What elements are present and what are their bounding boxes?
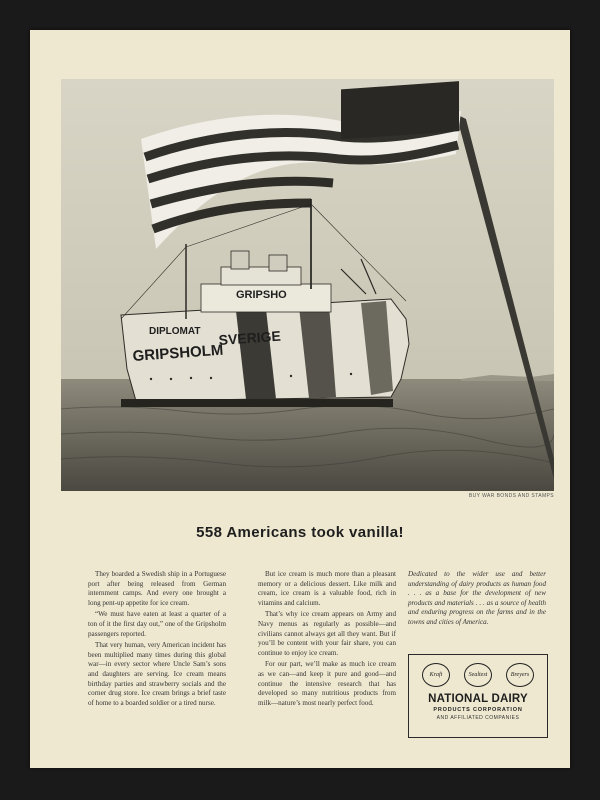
ship-photo	[61, 79, 554, 491]
company-subtitle: PRODUCTS CORPORATION	[433, 707, 523, 713]
paragraph: But ice cream is much more than a pleasant memory or a delicious dessert. Like milk and cream, ice cream is a valuable food, rich in vitamins and calcium.	[258, 570, 396, 607]
paragraph: That’s why ice cream appears on Army and Navy menus as regularly as possible—and civilians cannot always get all they want. But if you’ll be content with your fair share, you can continue to enjoy ice cream.	[258, 610, 396, 657]
paragraph: “We must have eaten at least a quarter of a ton of it the first day out,” one of the Gripsholm passengers reported.	[88, 610, 226, 638]
paragraph: That very human, very American incident has been multiplied many times during this global war—in every sector where Uncle Sam’s sons and daughters are serving. Ice cream means birthday parties and strawberry socials and the corner drug store. Ice cream brings a brief taste of home to a boarded soldier or a tired nurse.	[88, 641, 226, 707]
gripsholm-ship-illustration	[61, 79, 554, 491]
body-column-2	[258, 570, 396, 710]
company-name: NATIONAL DAIRY	[428, 693, 528, 705]
national-dairy-logo	[408, 654, 548, 738]
ship-country-label: SVERIGE	[218, 327, 282, 348]
brand-seals	[409, 663, 547, 687]
body-column-1	[88, 570, 226, 710]
ship-name-top: GRIPSHO	[236, 289, 287, 301]
advertisement-page	[30, 30, 570, 768]
dedication-text: Dedicated to the wider use and better understanding of dairy products as human food . . . as a base for the development of new products and materials . . . as a source of health and enduring progress on the farms and in the towns and cities of America.	[408, 570, 546, 626]
breyers-seal-icon: Breyers	[506, 663, 534, 687]
headline: 558 Americans took vanilla!	[196, 524, 404, 541]
kraft-seal-icon: Kraft	[422, 663, 450, 687]
paragraph: They boarded a Swedish ship in a Portuguese port after being released from German internment camps. And every one brought a long pent-up appetite for ice cream.	[88, 570, 226, 607]
company-affiliates: AND AFFILIATED COMPANIES	[436, 715, 520, 721]
sealtest-seal-icon: Sealtest	[464, 663, 492, 687]
ship-name-side: GRIPSHOLM	[132, 341, 224, 365]
paragraph: For our part, we’ll make as much ice cream as we can—and keep it pure and good—and continue the intensive research that has developed so many nutritious products from milk—nature’s most nearly perfect food.	[258, 660, 396, 707]
war-bonds-credit: BUY WAR BONDS AND STAMPS	[468, 493, 554, 499]
ship-diplomat-label: DIPLOMAT	[149, 326, 201, 337]
